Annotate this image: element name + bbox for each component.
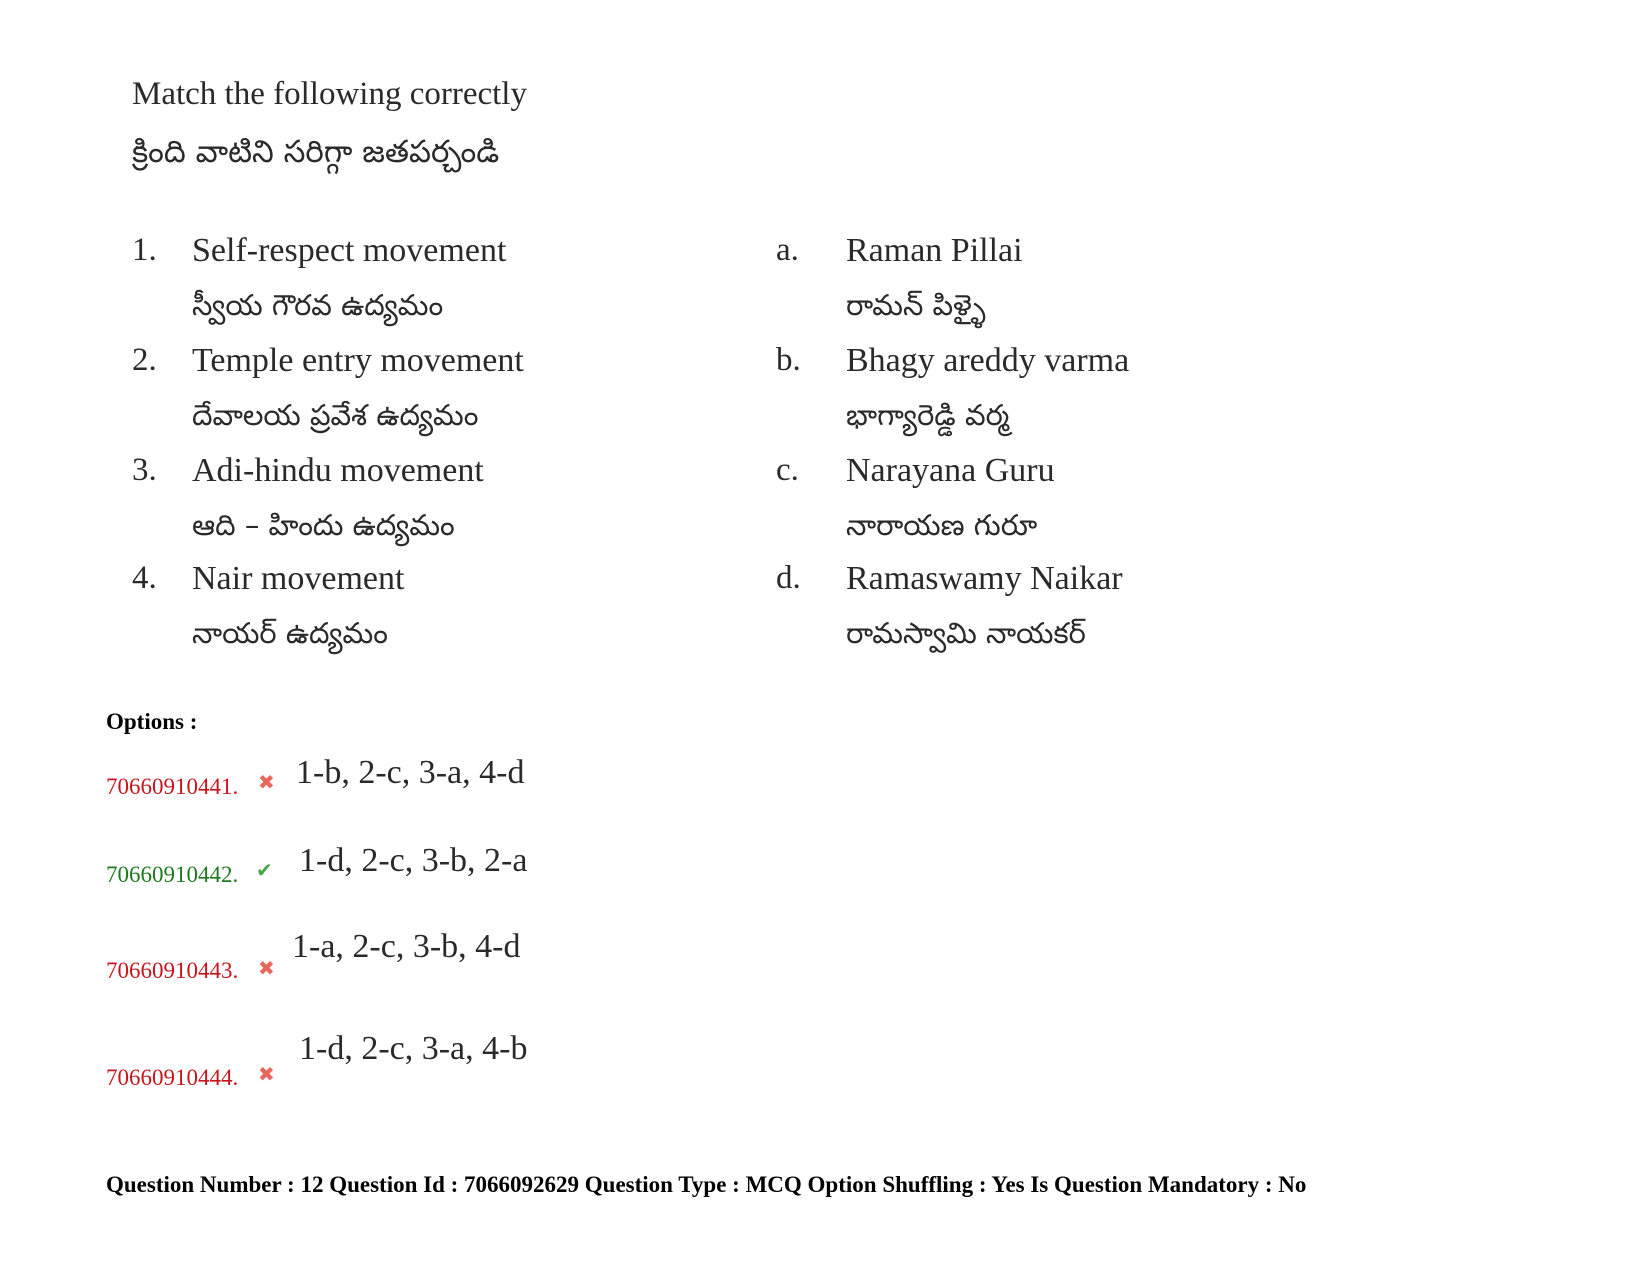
- left-item-telugu: దేవాలయ ప్రవేశ ఉద్యమం: [192, 398, 479, 432]
- right-item-english: Bhagy areddy varma: [846, 342, 1130, 379]
- cross-icon: ✖: [258, 1062, 275, 1086]
- right-item-english: Raman Pillai: [846, 232, 1023, 269]
- option-text: 1-b, 2-c, 3-a, 4-d: [296, 754, 525, 791]
- left-item-telugu: నాయర్ ఉద్యమం: [192, 616, 388, 650]
- right-item-marker: c.: [776, 452, 799, 488]
- option-text: 1-a, 2-c, 3-b, 4-d: [292, 928, 521, 965]
- left-item-telugu: స్వీయ గౌరవ ఉద్యమం: [192, 288, 444, 322]
- left-item-english: Self-respect movement: [192, 232, 507, 269]
- option-id: 70660910442.: [106, 862, 239, 887]
- question-title: Match the following correctly: [132, 76, 527, 112]
- check-icon: ✔: [256, 858, 273, 882]
- left-item-marker: 3.: [132, 452, 157, 488]
- option-id: 70660910444.: [106, 1065, 239, 1090]
- option-text: 1-d, 2-c, 3-b, 2-a: [299, 842, 528, 879]
- left-item-marker: 4.: [132, 560, 157, 596]
- right-item-marker: a.: [776, 232, 799, 268]
- question-title-telugu: క్రింది వాటిని సరిగ్గా జతపర్చండి: [132, 134, 500, 170]
- cross-icon: ✖: [258, 770, 275, 794]
- right-item-english: Ramaswamy Naikar: [846, 560, 1123, 597]
- options-label: Options :: [106, 709, 198, 734]
- right-item-marker: b.: [776, 342, 801, 378]
- right-item-telugu: భాగ్యారెడ్డి వర్మ: [846, 398, 1010, 432]
- left-item-english: Nair movement: [192, 560, 405, 597]
- right-item-telugu: నారాయణ గురూ: [846, 508, 1038, 542]
- left-item-marker: 1.: [132, 232, 157, 268]
- left-item-telugu: ఆది – హిందు ఉద్యమం: [192, 508, 455, 542]
- option-text: 1-d, 2-c, 3-a, 4-b: [299, 1030, 528, 1067]
- right-item-telugu: రామస్వామి నాయకర్: [846, 616, 1086, 650]
- right-item-marker: d.: [776, 560, 801, 596]
- left-item-english: Adi-hindu movement: [192, 452, 484, 489]
- left-item-english: Temple entry movement: [192, 342, 524, 379]
- right-item-telugu: రామన్ పిళ్ళై: [846, 288, 986, 322]
- cross-icon: ✖: [258, 956, 275, 980]
- question-meta: Question Number : 12 Question Id : 7066092629 Question Type : MCQ Option Shuffling : Yes Is Question Mandatory : No: [106, 1172, 1307, 1197]
- option-id: 70660910441.: [106, 774, 239, 799]
- left-item-marker: 2.: [132, 342, 157, 378]
- right-item-english: Narayana Guru: [846, 452, 1055, 489]
- option-id: 70660910443.: [106, 958, 239, 983]
